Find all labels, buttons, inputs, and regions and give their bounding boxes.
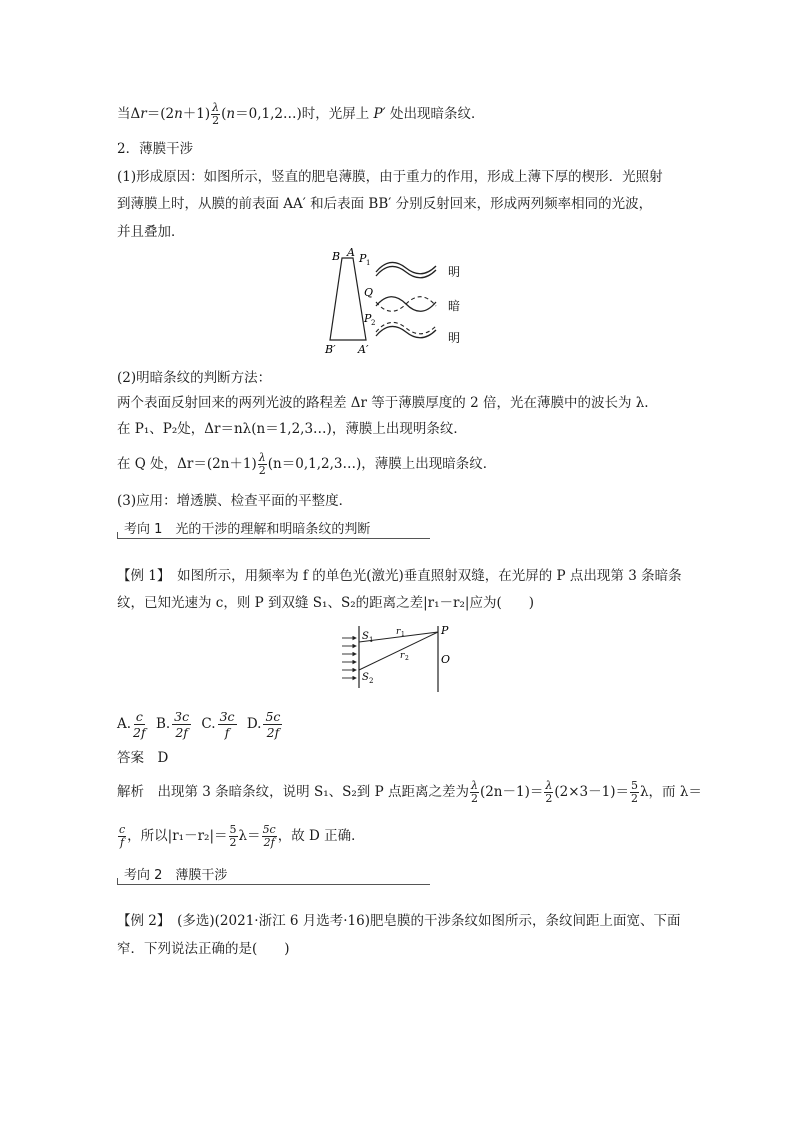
method-line1: 两个表面反射回来的两列光波的路程差 Δr 等于薄膜厚度的 2 倍，光在薄膜中的波长为 λ. bbox=[117, 395, 649, 411]
label-B-prime: B′ bbox=[325, 343, 336, 356]
topic-heading-2: 考向 2 薄膜干涉 bbox=[117, 862, 430, 885]
label-S2: S bbox=[362, 672, 369, 683]
method-line2: 在 P₁、P₂处，Δr＝nλ(n＝1,2,3…)，薄膜上出现明条纹． bbox=[117, 421, 467, 437]
example1-line1: 【例 1】 如图所示，用频率为 f 的单色光(激光)垂直照射双缝，在光屏的 P 点出现第 3 条暗条 bbox=[117, 568, 682, 584]
dark-fringe-condition: 当Δr＝(2n＋1) $\frac{\lambda}{2}$ (n＝0,1,2…)时，光屏上 P′ 处出现暗条纹． bbox=[117, 101, 485, 127]
svg-text:1: 1 bbox=[401, 631, 405, 638]
label-r2: r bbox=[400, 651, 405, 661]
analysis-line1: 解析 出现第 3 条暗条纹，说明 S₁、S₂到 P 点距离之差为 $\frac{\lambda}{2}$ (2n－1)＝ $\frac{\lambda}{2}$ (2×3－1)＝ $\frac{5}{2}$ λ，而 λ＝ bbox=[117, 779, 702, 805]
paragraph-cause-line3: 并且叠加． bbox=[117, 224, 185, 240]
label-r1: r bbox=[396, 627, 401, 637]
svg-text:2: 2 bbox=[371, 319, 376, 327]
options-row bbox=[117, 707, 682, 741]
option-c[interactable]: C. $\frac{3c}{f}$ bbox=[201, 709, 235, 740]
paragraph-cause-line1: (1)形成原因：如图所示，竖直的肥皂薄膜，由于重力的作用，形成上薄下厚的楔形．光照射 bbox=[117, 169, 663, 185]
label-O: O bbox=[441, 653, 451, 666]
option-a[interactable]: A. $\frac{c}{2f}$ bbox=[117, 709, 146, 740]
label-bright-1: 明 bbox=[448, 265, 461, 279]
analysis-line2: $\frac{c}{f}$ ，所以|r₁－r₂|＝ $\frac{5}{2}$ λ＝ $\frac{5c}{2f}$ ，故 D 正确． bbox=[119, 823, 365, 849]
paragraph-cause-line2: 到薄膜上时，从膜的前表面 AA′ 和后表面 BB′ 分别反射回来，形成两列频率相同的光波， bbox=[117, 196, 653, 212]
label-bright-2: 明 bbox=[448, 331, 461, 345]
example2-line2: 窄．下列说法正确的是( ) bbox=[117, 941, 290, 957]
label-A: A bbox=[347, 246, 355, 259]
svg-text:1: 1 bbox=[366, 259, 371, 267]
answer: 答案 D bbox=[117, 750, 169, 766]
section-title: 2．薄膜干涉 bbox=[117, 141, 194, 157]
option-d[interactable]: D. $\frac{5c}{2f}$ bbox=[246, 709, 281, 740]
svg-text:1: 1 bbox=[369, 636, 374, 644]
method-line3: 在 Q 处，Δr＝(2n＋1) $\frac{\lambda}{2}$ (n＝0,1,2,3…)，薄膜上出现暗条纹． bbox=[117, 451, 497, 477]
example2-line1: 【例 2】 (多选)(2021·浙江 6 月选考·16)肥皂膜的干涉条纹如图所示，条纹间距上面宽、下面 bbox=[117, 913, 681, 929]
label-A-prime: A′ bbox=[358, 343, 369, 356]
example1-line2: 纹，已知光速为 c，则 P 到双缝 S₁、S₂的距离之差|r₁－r₂|应为( ) bbox=[117, 595, 534, 611]
label-dark: 暗 bbox=[448, 299, 461, 313]
double-slit-diagram bbox=[340, 622, 460, 694]
method-title: (2)明暗条纹的判断方法： bbox=[117, 370, 272, 386]
svg-text:2: 2 bbox=[405, 655, 409, 662]
label-Q: Q bbox=[364, 286, 374, 299]
option-b[interactable]: B. $\frac{3c}{2f}$ bbox=[155, 709, 190, 740]
svg-text:2: 2 bbox=[369, 677, 374, 685]
label-S1: S bbox=[362, 631, 369, 642]
topic-heading-1: 考向 1 光的干涉的理解和明暗条纹的判断 bbox=[117, 516, 430, 539]
label-P2: P bbox=[364, 312, 372, 325]
label-P: P bbox=[441, 624, 449, 637]
label-P1: P bbox=[359, 252, 367, 265]
application-line: (3)应用：增透膜、检查平面的平整度． bbox=[117, 493, 353, 509]
thin-film-diagram bbox=[320, 246, 480, 358]
lambda-over-2: $\frac{\lambda}{2}$ bbox=[212, 101, 220, 127]
label-B: B bbox=[332, 250, 341, 263]
